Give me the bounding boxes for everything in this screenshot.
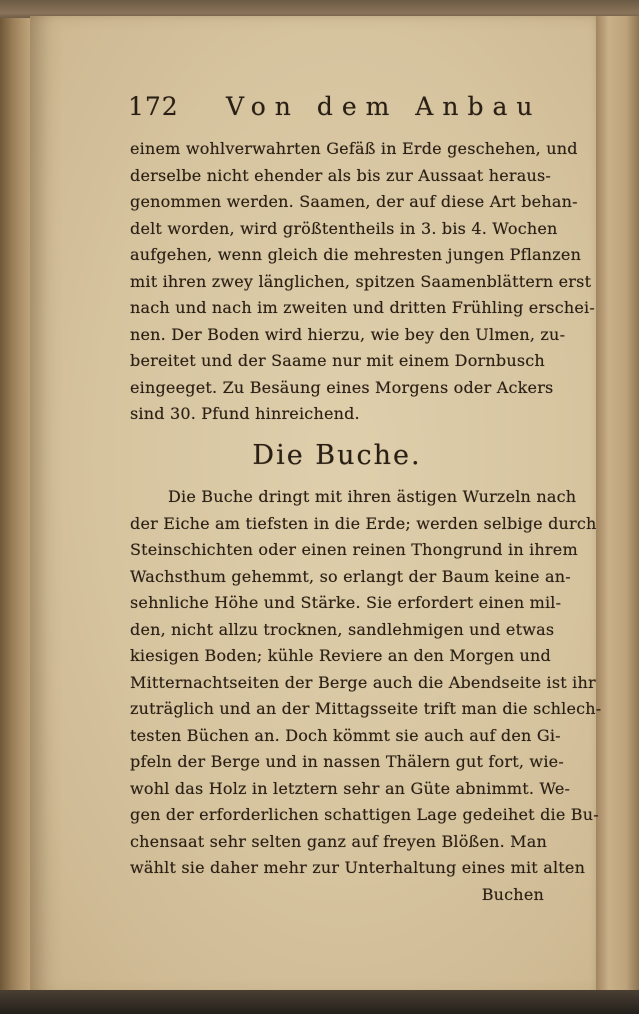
text-line: Steinschichten oder einen reinen Thongrund in ihrem <box>130 540 578 559</box>
text-line: mit ihren zwey länglichen, spitzen Saamenblättern erst <box>130 271 592 291</box>
text-line: nen. Der Boden wird hierzu, wie bey den Ulmen, zu- <box>130 324 566 344</box>
text-line: Wachsthum gehemmt, so erlangt der Baum keine an- <box>130 566 571 586</box>
text-line: derselbe nicht ehender als bis zur Aussaat heraus- <box>130 165 551 185</box>
text-line: gen der erforderlichen schattigen Lage gedeihet die Bu- <box>130 805 599 824</box>
section-heading: Die Buche. <box>252 440 422 471</box>
page-number: 172 <box>128 92 179 121</box>
text-line: delt worden, wird größtentheils in 3. bis 4. Wochen <box>130 218 558 238</box>
paragraph-continuation <box>130 136 595 428</box>
text-line: testen Büchen an. Doch kömmt sie auch auf den Gi- <box>130 725 561 745</box>
running-title: Von dem Anbau <box>226 92 542 121</box>
text-line: eingeeget. Zu Besäung eines Morgens oder Ackers <box>130 377 554 397</box>
running-head <box>128 92 558 126</box>
text-line: nach und nach im zweiten und dritten Frühling erschei- <box>130 298 595 317</box>
text-line: genommen werden. Saamen, der auf diese Art behan- <box>130 192 578 211</box>
text-line: Mitternachtseiten der Berge auch die Abendseite ist ihr <box>130 672 596 692</box>
text-line: chensaat sehr selten ganz auf freyen Blößen. Man <box>130 831 548 851</box>
text-line: aufgehen, wenn gleich die mehresten jungen Pflanzen <box>130 245 582 264</box>
text-line: bereitet und der Saame nur mit einem Dornbusch <box>130 351 545 370</box>
text-line: einem wohlverwahrten Gefäß in Erde geschehen, und <box>130 139 578 158</box>
catchword: Buchen <box>481 884 544 904</box>
text-line: der Eiche am tiefsten in die Erde; werden selbige durch <box>130 513 597 533</box>
text-line: sehnliche Höhe und Stärke. Sie erfordert einen mil- <box>130 593 562 612</box>
text-line: pfeln der Berge und in nassen Thälern gut fort, wie- <box>130 752 564 771</box>
text-line: kiesigen Boden; kühle Reviere an den Morgen und <box>130 646 551 665</box>
text-line: den, nicht allzu trocknen, sandlehmigen und etwas <box>130 619 555 639</box>
paragraph-buche <box>130 484 602 908</box>
text-line: zuträglich und an der Mittagsseite trift man die schlech- <box>130 699 602 718</box>
text-line: wohl das Holz in letztern sehr an Güte abnimmt. We- <box>130 778 571 798</box>
text-line: sind 30. Pfund hinreichend. <box>130 404 360 423</box>
text-line: wählt sie daher mehr zur Unterhaltung eines mit alten <box>130 858 586 877</box>
text-line: Die Buche dringt mit ihren ästigen Wurzeln nach <box>168 487 577 506</box>
